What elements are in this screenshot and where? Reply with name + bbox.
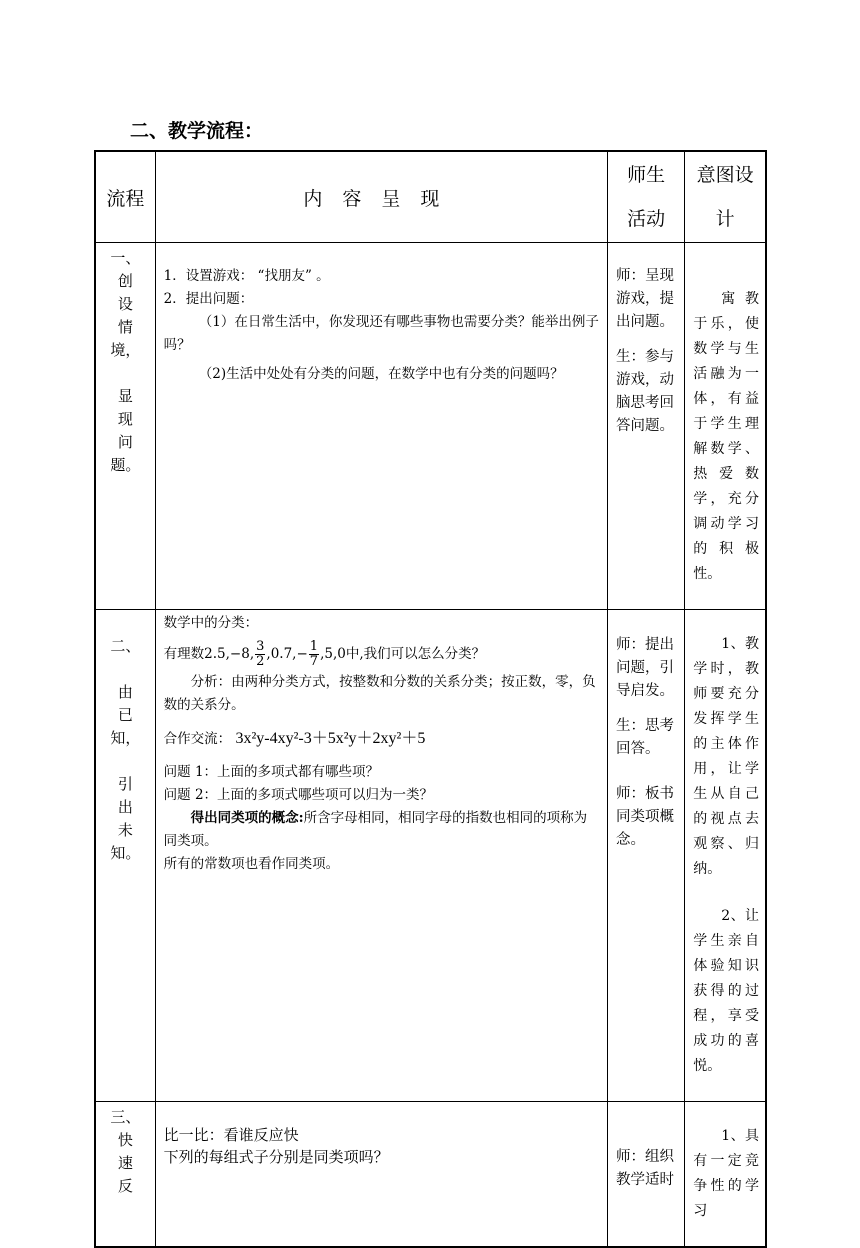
fraction: $\frac{1}{7}$ xyxy=(309,639,319,669)
table-header-row xyxy=(95,151,766,243)
table-row xyxy=(95,243,766,610)
teach-cell: 师：呈现游戏，提出问题。 生：参与游戏，动脑思考回答问题。 xyxy=(608,243,685,610)
content-cell: 1．设置游戏： “找朋友” 。 2．提出问题： （1）在日常生活中，你发现还有哪些事物也需要分类？能举出例子吗？ （2)生活中处处有分类的问题，在数学中也有分类的问题吗？ xyxy=(155,243,607,610)
intent-cell: 寓教于乐，使数学与生活融为一体，有益于学生理解数学、热爱数学，充分调动学习的积极性。 xyxy=(685,243,766,610)
header-content: 内容呈现 xyxy=(155,151,607,243)
content-cell: 数学中的分类： 有理数2.5,−8, $\frac{3}{2}$ ,0.7,− $\frac{1}{7}$ ,5,0中,我们可以怎么分类？ 分析：由两种分类方式，按整数和分数的关系分类；按正数，零，负数的关系分。 合作交流： 3x²y-4xy²-3＋5x²y＋2xy²＋5 问题 1：上面的多项式都有哪些项？ 问题 2：上面的多项式哪些项可以归为一类？ 得出同类项的概念:所含字母相同，相同字母的指数也相同的项称为同类项。 所有的常数项也看作同类项。 xyxy=(155,610,607,1102)
teach-cell: 师：提出问题，引导启发。 生：思考回答。 师：板书同类项概念。 xyxy=(608,610,685,1102)
stage-cell: 三、 快 速 反 xyxy=(95,1102,155,1248)
content-cell: 比一比：看谁反应快 下列的每组式子分别是同类项吗？ xyxy=(155,1102,607,1248)
table-row xyxy=(95,610,766,1102)
polynomial-expression: 3x²y-4xy²-3＋5x²y＋2xy²＋5 xyxy=(235,730,426,747)
intent-cell: 1、具有一定竞争性的学习 xyxy=(685,1102,766,1248)
table-row xyxy=(95,1102,766,1248)
section-title: 二、教学流程： xyxy=(130,120,264,142)
stage-cell: 一、 创 设 情 境， 显 现 问 题。 xyxy=(95,243,155,610)
header-teach: 师生 活动 xyxy=(608,151,685,243)
header-flow: 流程 xyxy=(95,151,155,243)
header-intent: 意图设 计 xyxy=(685,151,766,243)
stage-cell: 二、 由 已 知， 引 出 未 知。 xyxy=(95,610,155,1102)
fraction: $\frac{3}{2}$ xyxy=(256,639,265,669)
teaching-flow-table xyxy=(94,150,767,1248)
intent-cell: 1、教学时，教师要充分发挥学生的主体作用，让学生从自己的视点去观察、归纳。 2、让学生亲自体验知识获得的过程，享受成功的喜悦。 xyxy=(685,610,766,1102)
teach-cell: 师：组织教学适时 xyxy=(608,1102,685,1248)
